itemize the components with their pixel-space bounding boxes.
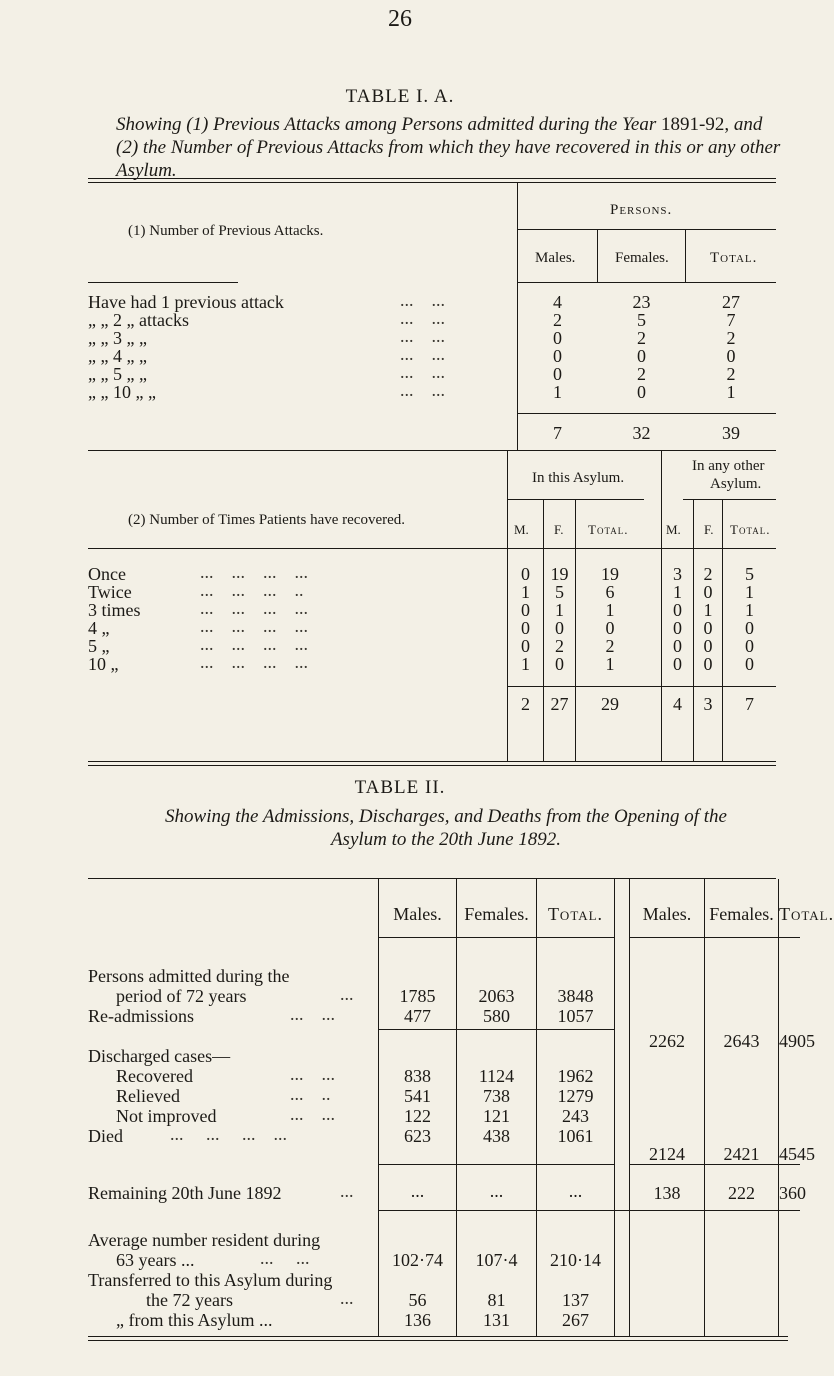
t2-not-improved-females: 121 xyxy=(483,1106,510,1126)
t2-col-divider-1c xyxy=(378,1291,379,1336)
part1-col-total: Total. xyxy=(710,250,758,266)
p2-r3-m1: 0 xyxy=(521,600,530,620)
t2-admissions-total-females: 2643 xyxy=(723,1031,760,1051)
part1-total-total: 39 xyxy=(722,423,740,443)
t2-admitted-total: 3848 xyxy=(557,986,594,1006)
part1-r6-males: 1 xyxy=(553,382,562,402)
p2-r2-m2: 1 xyxy=(673,582,682,602)
part1-r2-total: 7 xyxy=(726,310,736,330)
page-number: 26 xyxy=(388,6,412,32)
table-1a-caption xyxy=(116,113,786,182)
t2-transferred-to-dots: ... xyxy=(340,1288,354,1308)
p2-total-f1: 27 xyxy=(550,694,569,714)
part1-row-3-dots: ... ... xyxy=(400,326,445,346)
part2-row-6-dots: ... ... ... ... xyxy=(200,652,308,672)
part1-row-4-label: „ „ 4 „ „ xyxy=(88,346,147,366)
t2-recovered-label: Recovered xyxy=(116,1066,193,1086)
part1-col-males: Males. xyxy=(535,250,576,266)
part2-row-5-dots: ... ... ... ... xyxy=(200,634,308,654)
part1-r4-females: 0 xyxy=(637,346,646,366)
p2-r5-f1: 2 xyxy=(555,636,564,656)
part1-row-5-dots: ... ... xyxy=(400,362,445,382)
t2-discharge-total-total: 4545 xyxy=(779,1144,815,1164)
part2-col-f1: F. xyxy=(554,522,564,537)
part1-r2-females: 5 xyxy=(637,310,646,330)
part1-r5-females: 2 xyxy=(637,364,646,384)
part2-row-1-label: Once xyxy=(88,564,126,584)
part2-col-m2: M. xyxy=(666,522,681,537)
table-1a-bottom-rule-2 xyxy=(88,765,776,766)
t2-admitted-dots: ... xyxy=(340,984,354,1004)
part2-row-1-dots: ... ... ... ... xyxy=(200,562,308,582)
t2-recovered-total: 1962 xyxy=(557,1066,594,1086)
part1-row-2-label: „ „ 2 „ attacks xyxy=(88,310,189,330)
t2-not-improved-total: 243 xyxy=(562,1106,589,1126)
table-1a-top-rule-2 xyxy=(88,182,776,183)
t2-admitted-males: 1785 xyxy=(399,986,436,1006)
part1-col-divider-1 xyxy=(597,230,598,283)
table-2-top-rule xyxy=(88,878,776,879)
part1-row-1-dots: ... ... xyxy=(400,290,445,310)
t2-died-dots: ... ... ... ... xyxy=(170,1124,287,1144)
part1-r1-males: 4 xyxy=(553,292,562,312)
part1-totals-rule xyxy=(518,413,776,414)
t2-remaining-placeholder-1: ... xyxy=(410,1181,425,1201)
t2-discharge-total-males: 2124 xyxy=(649,1144,685,1164)
p2-total-m2: 4 xyxy=(673,694,682,714)
part1-row-5-label: „ „ 5 „ „ xyxy=(88,364,147,384)
t2-readmissions-label: Re-admissions xyxy=(88,1006,194,1026)
part2-row-5-label: 5 „ xyxy=(88,636,110,656)
part2-row-4-dots: ... ... ... ... xyxy=(200,616,308,636)
p2-r4-f1: 0 xyxy=(555,618,564,638)
t2-relieved-females: 738 xyxy=(483,1086,510,1106)
p2-r3-m2: 0 xyxy=(673,600,682,620)
table-2-title: TABLE II. xyxy=(354,777,446,798)
table-1a-bottom-rule xyxy=(88,761,776,762)
p2-r3-f1: 1 xyxy=(555,600,564,620)
t2-remaining-dots: ... xyxy=(340,1181,354,1201)
part2-group-rule-2 xyxy=(683,499,776,500)
t2-recovered-males: 838 xyxy=(404,1066,431,1086)
part1-r3-females: 2 xyxy=(637,328,646,348)
t2-col-divider-2b xyxy=(456,1191,457,1291)
p2-r6-t1: 1 xyxy=(605,654,615,674)
part2-heading: (2) Number of Times Patients have recovered. xyxy=(128,512,406,528)
p2-r6-t2: 0 xyxy=(745,654,754,674)
t2-transferred-from-females: 131 xyxy=(483,1310,510,1330)
t2-col-divider-4c xyxy=(614,1291,615,1336)
t2-col-divider-6c xyxy=(704,1291,705,1336)
t2-recovered-females: 1124 xyxy=(478,1066,515,1086)
t2-died-label: Died xyxy=(88,1126,123,1146)
p2-r2-f1: 5 xyxy=(555,582,564,602)
t2-readmissions-males: 477 xyxy=(404,1006,431,1026)
t2-transferred-from-males: 136 xyxy=(404,1310,431,1330)
caption-part-e: the Number of Previous Attacks from which they have recovered in this or any other Asylum. xyxy=(116,137,781,181)
caption-part-c: 1891-92, xyxy=(661,114,730,135)
part1-r1-females: 23 xyxy=(632,292,651,312)
t2-transferred-from-label: „ from this Asylum ... xyxy=(116,1310,273,1330)
part1-col-divider-2 xyxy=(685,230,686,283)
t2-discharge-rule xyxy=(379,1164,614,1165)
p2-r3-t1: 1 xyxy=(605,600,615,620)
part1-row-6-label: „ „ 10 „ „ xyxy=(88,382,156,402)
p2-r4-t2: 0 xyxy=(745,618,754,638)
t2-remaining-label: Remaining 20th June 1892 xyxy=(88,1183,282,1203)
part2-row-3-dots: ... ... ... ... xyxy=(200,598,308,618)
part2-row-3-label: 3 times xyxy=(88,600,141,620)
t2-col-divider-2c xyxy=(456,1291,457,1336)
part1-total-males: 7 xyxy=(553,423,562,443)
part1-r4-males: 0 xyxy=(553,346,562,366)
t2-relieved-males: 541 xyxy=(404,1086,431,1106)
t2-remaining-rule xyxy=(379,1210,800,1211)
t2-recovered-dots: ... ... xyxy=(290,1064,335,1084)
part2-row-2-dots: ... ... ... .. xyxy=(200,580,304,600)
t2-average-total: 210·14 xyxy=(550,1250,601,1270)
t2-remaining-total: 360 xyxy=(779,1183,806,1203)
t2-died-males: 623 xyxy=(404,1126,431,1146)
t2-discharge-rule-b xyxy=(630,1164,800,1165)
t2-relieved-dots: ... .. xyxy=(290,1084,331,1104)
t2-not-improved-males: 122 xyxy=(404,1106,431,1126)
p2-r3-f2: 1 xyxy=(703,600,713,620)
t2-remaining-placeholder-2: ... xyxy=(489,1181,504,1201)
table-2-caption-line-2: Asylum to the 20th June 1892. xyxy=(330,829,562,850)
part2-totals-rule xyxy=(508,686,776,687)
part1-r6-females: 0 xyxy=(637,382,646,402)
t2-relieved-total: 1279 xyxy=(557,1086,594,1106)
part2-col-total1: Total. xyxy=(588,522,629,537)
t2-col-divider-7 xyxy=(778,879,779,1291)
t2-admissions-total-males: 2262 xyxy=(649,1031,685,1051)
p2-r4-f2: 0 xyxy=(703,618,713,638)
part2-col-total2: Total. xyxy=(730,522,771,537)
t2-col-males-2: Males. xyxy=(642,904,692,924)
t2-transferred-to-label-2: the 72 years xyxy=(146,1290,233,1310)
part1-r2-males: 2 xyxy=(553,310,562,330)
t2-remaining-females: 222 xyxy=(728,1183,755,1203)
caption-part-d: and (2) xyxy=(116,114,763,158)
t2-remaining-males: 138 xyxy=(653,1183,681,1203)
part1-r3-males: 0 xyxy=(553,328,562,348)
t2-col-divider-5 xyxy=(629,879,630,1291)
p2-r6-f2: 0 xyxy=(703,654,713,674)
t2-col-divider-4 xyxy=(614,879,615,1291)
part1-col-females: Females. xyxy=(615,250,669,266)
t2-admissions-total-total: 4905 xyxy=(779,1031,815,1051)
part1-row-2-dots: ... ... xyxy=(400,308,445,328)
t2-readmissions-dots: ... ... xyxy=(290,1004,335,1024)
part1-total-females: 32 xyxy=(632,423,651,443)
part1-row-6-dots: ... ... xyxy=(400,380,445,400)
p2-r5-m1: 0 xyxy=(521,636,530,656)
t2-readmissions-females: 580 xyxy=(483,1006,510,1026)
t2-header-rule-b xyxy=(630,937,800,938)
t2-col-divider-5c xyxy=(629,1291,630,1336)
table-1a-top-rule xyxy=(88,178,776,179)
part2-group-other-line2: Asylum. xyxy=(710,476,762,492)
part1-r1-total: 27 xyxy=(722,292,740,312)
t2-col-divider-3c xyxy=(536,1291,537,1336)
t2-col-divider-7c xyxy=(778,1291,779,1336)
p2-r1-f2: 2 xyxy=(703,564,713,584)
p2-r6-f1: 0 xyxy=(555,654,564,674)
caption-part-a: Showing (1) xyxy=(116,114,214,135)
p2-r1-f1: 19 xyxy=(550,564,569,584)
part2-col-f2: F. xyxy=(704,522,714,537)
part1-heading: (1) Number of Previous Attacks. xyxy=(128,223,324,239)
p2-r1-m1: 0 xyxy=(521,564,530,584)
t2-not-improved-label: Not improved xyxy=(116,1106,217,1126)
table-2-caption-line-1: Showing the Admissions, Discharges, and Deaths from the Opening of the xyxy=(165,806,727,827)
p2-r6-m1: 1 xyxy=(521,654,530,674)
table-2-bottom-rule-2 xyxy=(88,1340,788,1341)
part1-r3-total: 2 xyxy=(726,328,736,348)
p2-r2-t1: 6 xyxy=(605,582,615,602)
t2-discharged-label: Discharged cases— xyxy=(88,1046,231,1066)
part2-header-rule xyxy=(508,548,776,549)
t2-col-females-2: Females. xyxy=(709,904,774,924)
t2-col-total-1: Total. xyxy=(547,904,604,924)
p2-r1-t2: 5 xyxy=(745,564,754,584)
part2-group-this-asylum: In this Asylum. xyxy=(532,470,625,486)
p2-r2-f2: 0 xyxy=(703,582,713,602)
part2-row-2-label: Twice xyxy=(88,582,132,602)
t2-admissions-rule xyxy=(379,1029,614,1030)
t2-average-females: 107·4 xyxy=(475,1250,518,1270)
t2-relieved-label: Relieved xyxy=(116,1086,180,1106)
t2-col-total-2: Total. xyxy=(779,904,834,924)
t2-col-divider-3b xyxy=(536,1191,537,1291)
t2-died-total: 1061 xyxy=(557,1126,594,1146)
p2-total-m1: 2 xyxy=(521,694,530,714)
t2-average-dots: ... ... xyxy=(260,1248,310,1268)
p2-r2-t2: 1 xyxy=(745,582,754,602)
part1-row-3-label: „ „ 3 „ „ xyxy=(88,328,147,348)
p2-r5-t1: 2 xyxy=(605,636,615,656)
t2-col-divider-1b xyxy=(378,1191,379,1291)
p2-r4-m2: 0 xyxy=(673,618,682,638)
part1-bottom-rule xyxy=(88,450,776,451)
t2-died-females: 438 xyxy=(483,1126,510,1146)
p2-r1-t1: 19 xyxy=(601,564,619,584)
t2-average-label-1: Average number resident during xyxy=(88,1230,321,1250)
part1-group-rule xyxy=(518,229,776,230)
p2-total-t1: 29 xyxy=(601,694,619,714)
p2-r2-m1: 1 xyxy=(521,582,530,602)
p2-r5-t2: 0 xyxy=(745,636,754,656)
part1-r5-males: 0 xyxy=(553,364,562,384)
part1-totals-divider xyxy=(517,413,518,450)
caption-part-b: Previous Attacks among Persons admitted during the Year xyxy=(213,114,661,135)
t2-transferred-to-label-1: Transferred to this Asylum during xyxy=(88,1270,333,1290)
part2-row-4-label: 4 „ xyxy=(88,618,110,638)
p2-total-t2: 7 xyxy=(745,694,754,714)
table-1a-title: TABLE I. A. xyxy=(345,86,455,107)
part2-col-m1: M. xyxy=(514,522,529,537)
t2-discharge-total-females: 2421 xyxy=(723,1144,760,1164)
table-2-bottom-rule xyxy=(88,1336,788,1337)
p2-r5-f2: 0 xyxy=(703,636,713,656)
p2-r6-m2: 0 xyxy=(673,654,682,674)
t2-col-females-1: Females. xyxy=(464,904,529,924)
part1-header-rule xyxy=(518,282,776,283)
part1-r4-total: 0 xyxy=(726,346,736,366)
p2-r4-m1: 0 xyxy=(521,618,530,638)
t2-transferred-to-females: 81 xyxy=(487,1290,506,1310)
p2-r3-t2: 1 xyxy=(745,600,754,620)
t2-header-rule xyxy=(379,937,614,938)
t2-col-males-1: Males. xyxy=(393,904,442,924)
t2-remaining-placeholder-3: ... xyxy=(568,1181,583,1201)
t2-transferred-to-males: 56 xyxy=(408,1290,427,1310)
part2-row-6-label: 10 „ xyxy=(88,654,119,674)
t2-average-males: 102·74 xyxy=(392,1250,443,1270)
part1-persons-header: Persons. xyxy=(610,202,673,218)
p2-r4-t1: 0 xyxy=(605,618,615,638)
part2-group-other-line1: In any other xyxy=(692,458,765,474)
part2-header-rule-left xyxy=(88,548,507,549)
p2-r1-m2: 3 xyxy=(673,564,682,584)
p2-r5-m2: 0 xyxy=(673,636,682,656)
part2-group-rule-1 xyxy=(508,499,644,500)
t2-admitted-females: 2063 xyxy=(478,986,515,1006)
t2-admitted-label-1: Persons admitted during the xyxy=(88,966,290,986)
part1-row-1-label: Have had 1 previous attack xyxy=(88,292,284,312)
t2-transferred-to-total: 137 xyxy=(562,1290,589,1310)
part1-r5-total: 2 xyxy=(726,364,736,384)
part1-header-rule-left xyxy=(88,282,238,283)
part1-r6-total: 1 xyxy=(726,382,736,402)
t2-col-divider-6 xyxy=(704,879,705,1291)
t2-not-improved-dots: ... ... xyxy=(290,1104,335,1124)
t2-readmissions-total: 1057 xyxy=(557,1006,594,1026)
t2-transferred-from-total: 267 xyxy=(562,1310,589,1330)
part1-row-4-dots: ... ... xyxy=(400,344,445,364)
t2-admitted-label-2: period of 72 years xyxy=(116,986,247,1006)
t2-average-label-2: 63 years ... xyxy=(116,1250,195,1270)
p2-total-f2: 3 xyxy=(703,694,713,714)
